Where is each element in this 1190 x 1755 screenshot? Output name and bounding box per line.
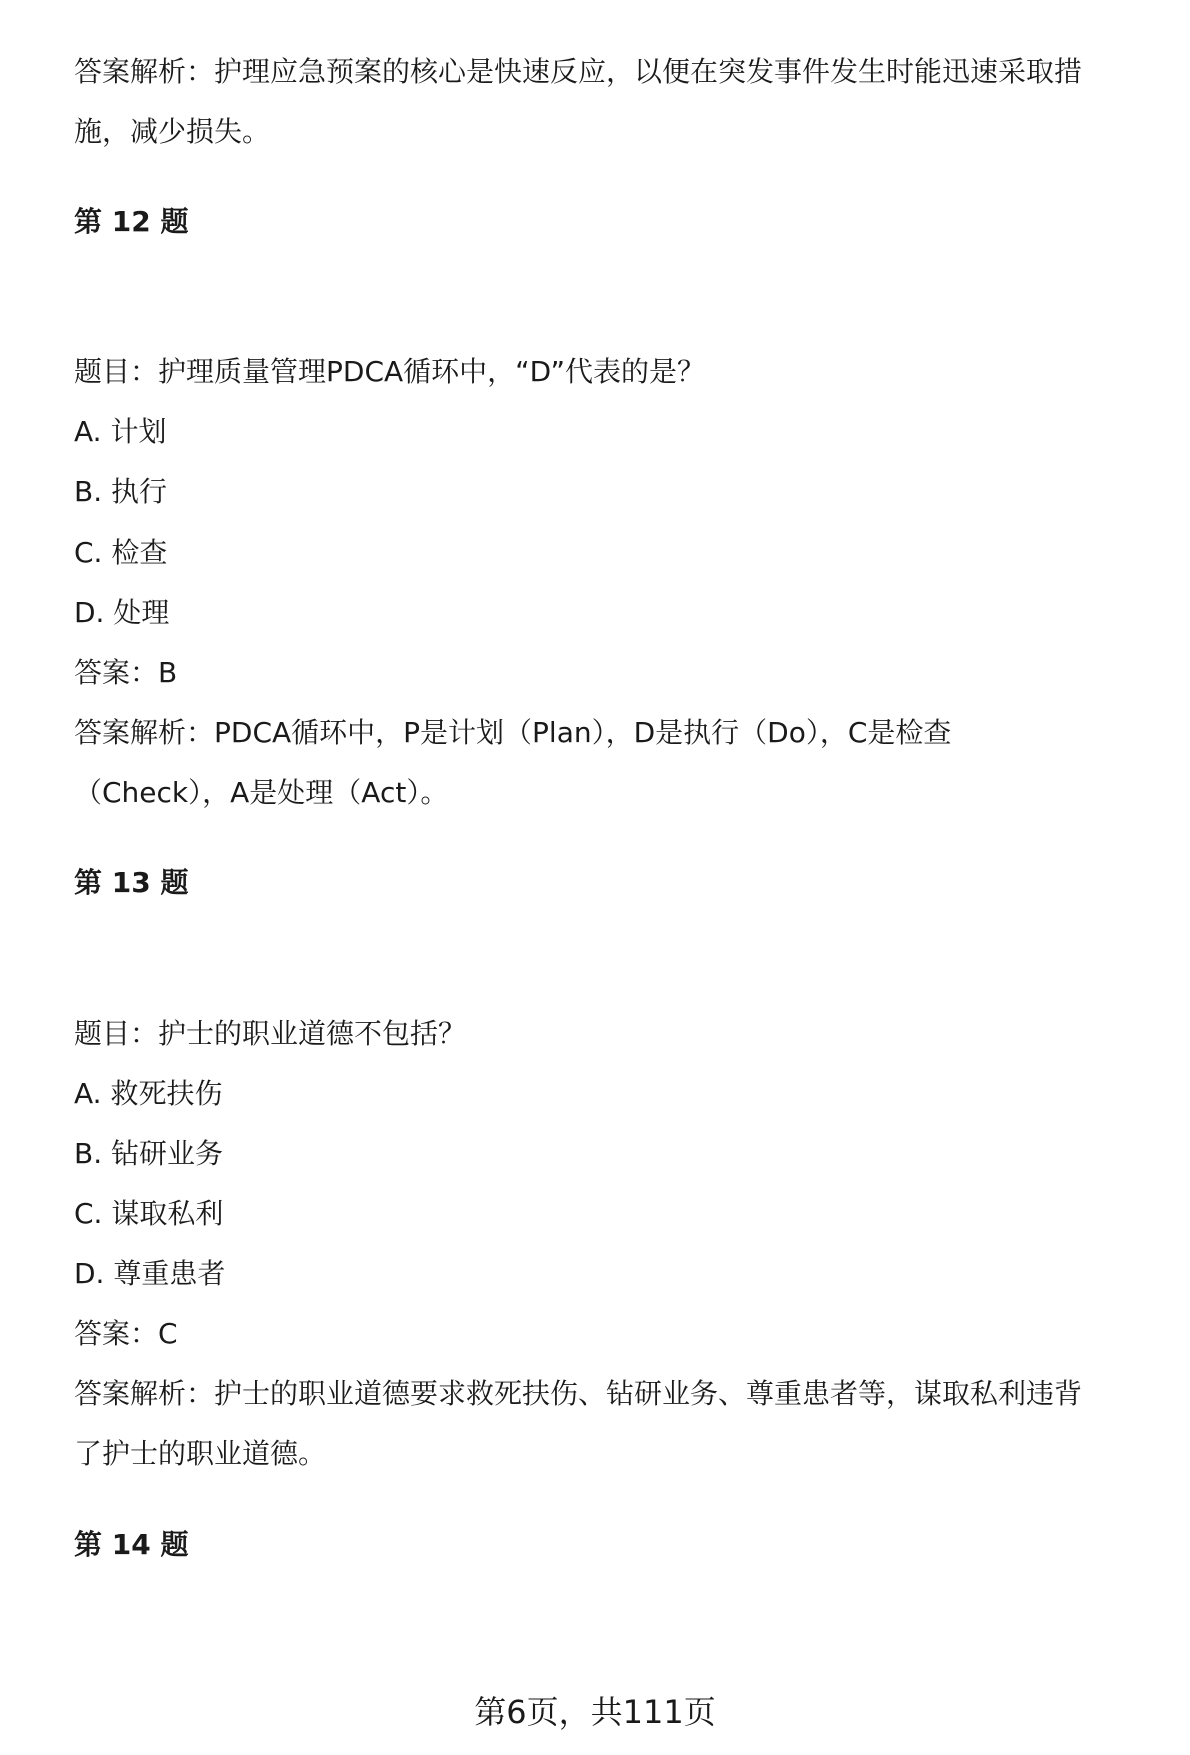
question-12-option-d: D. 处理	[74, 596, 170, 629]
question-12-text: 题目：护理质量管理PDCA循环中，“D”代表的是？	[74, 355, 705, 388]
question-12-option-b: B. 执行	[74, 475, 168, 508]
prev-explanation-line-2: 施，减少损失。	[74, 115, 271, 148]
question-13-explanation-line-1: 答案解析：护士的职业道德要求救死扶伤、钻研业务、尊重患者等，谋取私利违背	[74, 1377, 1083, 1410]
question-13-explanation-line-2: 了护士的职业道德。	[74, 1437, 327, 1470]
question-13-option-b: B. 钻研业务	[74, 1137, 224, 1170]
question-12-explanation-line-1: 答案解析：PDCA循环中，P是计划（Plan），D是执行（Do），C是检查	[74, 716, 952, 749]
question-14-heading: 第 14 题	[74, 1528, 189, 1561]
question-13-heading: 第 13 题	[74, 866, 189, 899]
page-number-footer: 第6页，共111页	[474, 1693, 716, 1731]
prev-explanation-line-1: 答案解析：护理应急预案的核心是快速反应，以便在突发事件发生时能迅速采取措	[74, 55, 1083, 88]
question-12-option-c: C. 检查	[74, 536, 168, 569]
question-13-answer: 答案：C	[74, 1317, 178, 1350]
question-13-option-d: D. 尊重患者	[74, 1257, 226, 1290]
question-12-explanation-line-2: （Check），A是处理（Act）。	[74, 776, 449, 809]
question-13-text: 题目：护士的职业道德不包括？	[74, 1017, 467, 1050]
question-13-option-c: C. 谋取私利	[74, 1197, 224, 1230]
question-13-option-a: A. 救死扶伤	[74, 1077, 223, 1110]
question-12-option-a: A. 计划	[74, 415, 167, 448]
question-12-heading: 第 12 题	[74, 205, 189, 238]
question-12-answer: 答案：B	[74, 656, 178, 689]
